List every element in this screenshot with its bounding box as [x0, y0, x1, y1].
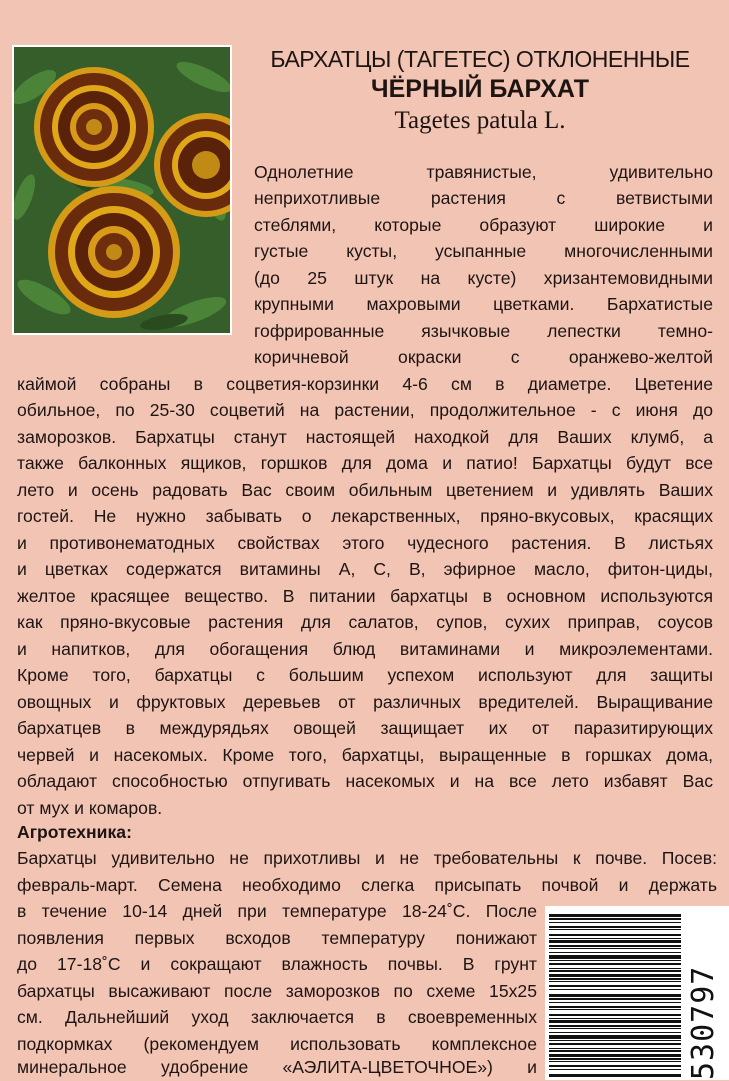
- description-line: от мух и комаров.: [17, 798, 163, 818]
- description-line: овощных и фруктовых деревьев от различных вредителей. Выращивание: [17, 692, 713, 712]
- description-line: коричневой окраски с оранжево-желтой: [254, 347, 713, 367]
- agro-line: в течение 10-14 дней при температуре 18-24˚С. После: [17, 901, 537, 921]
- description-line: червей и насекомых. Кроме того, бархатцы, выращенные в горшках дома,: [17, 745, 713, 765]
- flower-bottom: [48, 186, 180, 318]
- description-line: крупными махровыми цветками. Бархатистые: [254, 294, 713, 314]
- agro-line: минеральное удобрение «АЭЛИТА-ЦВЕТОЧНОЕ») и: [17, 1057, 537, 1077]
- agro-line: Бархатцы удивительно не прихотливы и не требовательны к почве. Посев:: [17, 848, 717, 868]
- description-line: густые кусты, усыпанные многочисленными: [254, 241, 713, 261]
- description-line: обильное, по 25-30 соцветий на растении, продолжительное - с июня до: [17, 400, 713, 420]
- agro-line: подкормках (рекомендуем использовать комплексное: [17, 1034, 537, 1054]
- description-line: как пряно-вкусовые растения для салатов, супов, сухих приправ, соусов: [17, 612, 713, 632]
- description-line: обладают способностью отпугивать насекомых и на все лето избавят Вас: [17, 771, 713, 791]
- variety-title: ЧЁРНЫЙ БАРХАТ: [371, 75, 589, 103]
- description-line: и напитков, для обогащения блюд витаминами и микроэлементами.: [17, 639, 713, 659]
- barcode-number: 530797: [686, 965, 721, 1080]
- description-line: желтое красящее вещество. В питании бархатцы в основном используются: [17, 586, 713, 606]
- description-line: Однолетние травянистые, удивительно: [254, 162, 713, 182]
- marigold-photo: [12, 45, 232, 335]
- latin-name: Tagetes patula L.: [394, 107, 566, 134]
- description-line: (до 25 штук на кусте) хризантемовидными: [254, 268, 713, 288]
- description-line: бархатцев в междурядьях овощей защищает их от паразитирующих: [17, 718, 713, 738]
- agro-line: см. Дальнейший уход заключается в своевременных: [17, 1007, 537, 1027]
- category-title: БАРХАТЦЫ (ТАГЕТЕС) ОТКЛОНЕННЫЕ: [270, 46, 690, 72]
- agro-line: до 17-18˚С и сокращают влажность почвы. В грунт: [17, 954, 537, 974]
- description-line: Кроме того, бархатцы с большим успехом используют для защиты: [17, 665, 713, 685]
- agro-line: появления первых всходов температуру понижают: [17, 928, 537, 948]
- agro-line: февраль-март. Семена необходимо слегка присыпать почвой и держать: [17, 875, 717, 895]
- packet-header: [240, 44, 720, 138]
- description-line: стеблями, которые образуют широкие и: [254, 215, 713, 235]
- description-line: и цветках содержатся витамины А, С, В, эфирное масло, фитон-циды,: [17, 559, 713, 579]
- flower-top: [34, 67, 154, 187]
- description-line: гофрированные язычковые лепестки темно-: [254, 321, 713, 341]
- description-line: также балконных ящиков, горшков для дома и патио! Бархатцы будут все: [17, 453, 713, 473]
- agro-line: бархатцы высаживают после заморозков по схеме 15х25: [17, 981, 537, 1001]
- description-line: заморозков. Бархатцы станут настоящей находкой для Ваших клумб, а: [17, 427, 713, 447]
- marigold-flowers-illustration: [14, 47, 230, 333]
- description-line: каймой собраны в соцветия-корзинки 4-6 см в диаметре. Цветение: [17, 374, 713, 394]
- barcode-bars: [545, 906, 685, 1080]
- description-line: гостей. Не нужно забывать о лекарственных, пряно-вкусовых, красящих: [17, 506, 713, 526]
- description-line: лето и осень радовать Вас своим обильным цветением и удивлять Ваших: [17, 480, 713, 500]
- agrotechnics-heading: Агротехника:: [17, 822, 132, 842]
- description-line: и противонематодных свойствах этого чудесного растения. В листьях: [17, 533, 713, 553]
- description-line: неприхотливые растения с ветвистыми: [254, 188, 713, 208]
